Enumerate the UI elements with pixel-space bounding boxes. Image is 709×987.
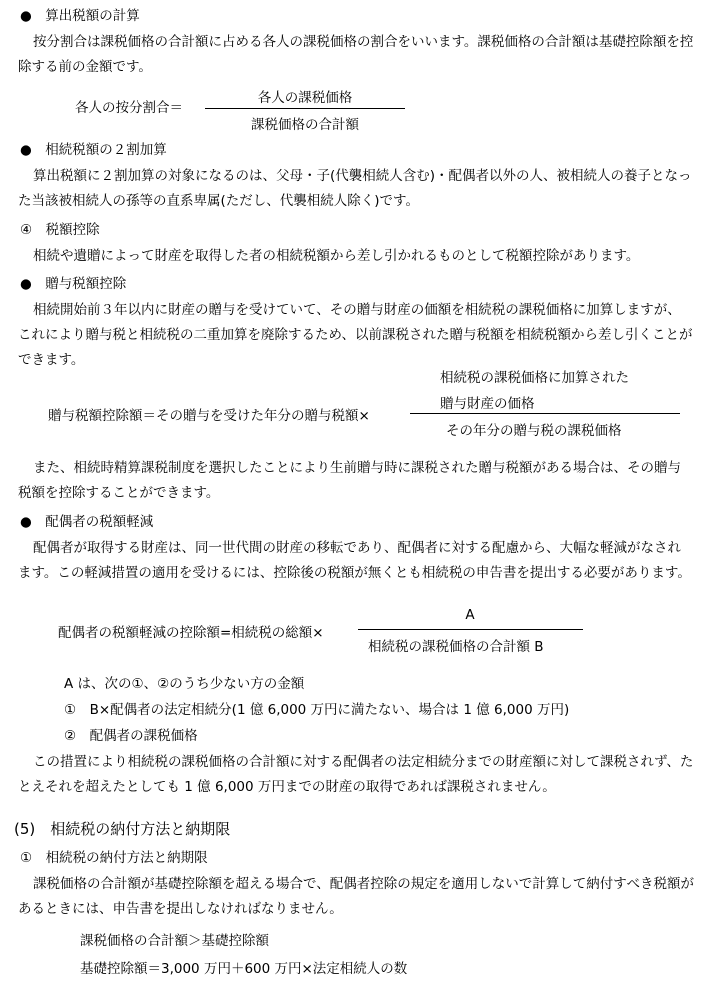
bullet-icon: ● <box>20 142 32 158</box>
heading-gift-tax-credit: ● 贈与税額控除 <box>20 276 127 292</box>
bullet-icon: ● <box>20 514 32 530</box>
circled-4-marker: ④ <box>20 222 33 238</box>
formula-numerator: 各人の課税価格 <box>257 90 353 106</box>
fraction-bar <box>410 413 680 414</box>
heading-calc-tax: ● 算出税額の計算 <box>20 8 140 24</box>
spouse-formula-denominator: 相続税の課税価格の合計額 B <box>368 639 544 655</box>
gift-formula-denominator: その年分の贈与税の課税価格 <box>446 423 622 439</box>
bullet-icon: ● <box>20 8 32 24</box>
formula-denominator: 課税価格の合計額 <box>251 117 359 133</box>
paragraph-tax-credit: 相続や遺贈によって財産を取得した者の相続税額から差し引かれるものとして税額控除があります。 <box>33 248 640 264</box>
fraction-bar <box>205 108 405 109</box>
paragraph-spouse-result: この措置により相続税の課税価格の合計額に対する配偶者の法定相続分までの財産額に対して課税されず、たとえそれを超えたとしても 1 億 6,000 万円までの財産の取得であれば課税されません。 <box>18 754 694 795</box>
gift-formula-numerator-line2: 贈与財産の価格 <box>440 396 535 412</box>
circled-1-marker: ① <box>20 850 33 866</box>
paragraph-settlement-tax: また、相続時精算課税制度を選択したことにより生前贈与時に課税された贈与税額がある場合は、その贈与税額を控除することができます。 <box>18 460 681 501</box>
list-item: ① B×配偶者の法定相続分(1 億 6,000 万円に満たない、場合は 1 億 6,000 万円) <box>64 702 570 718</box>
basic-deduction-formula: 基礎控除額＝3,000 万円＋600 万円×法定相続人の数 <box>80 961 408 977</box>
paragraph-gift-tax-credit: 相続開始前３年以内に財産の贈与を受けていて、その贈与財産の価額を相続税の課税価格に加算しますが、これにより贈与税と相続税の二重加算を廃除するため、以前課税された贈与税額を相続税額から差し引くことができます。 <box>18 302 693 368</box>
paragraph-spouse-reduction: 配偶者が取得する財産は、同一世代間の財産の移転であり、配偶者に対する配慮から、大幅な軽減がなされます。この軽減措置の適用を受けるには、控除後の税額が無くとも相続税の申告書を提出する必要があります。 <box>18 540 691 581</box>
paragraph-payment: 課税価格の合計額が基礎控除額を超える場合で、配偶者控除の規定を適用しないで計算して納付すべき税額があるときには、申告書を提出しなければなりません。 <box>18 876 694 917</box>
bullet-icon: ● <box>20 276 32 292</box>
fraction-bar <box>358 629 583 630</box>
circled-1-marker: ① <box>64 702 77 718</box>
heading-payment-method: ① 相続税の納付方法と納期限 <box>20 850 208 866</box>
gift-formula-numerator-line1: 相続税の課税価格に加算された <box>440 370 629 386</box>
heading-spouse-reduction: ● 配偶者の税額軽減 <box>20 514 154 530</box>
paragraph-calc-tax: 按分割合は課税価格の合計額に占める各人の課税価格の割合をいいます。課税価格の合計額は基礎控除額を控除する前の金額です。 <box>18 34 694 75</box>
condition-line: 課税価格の合計額＞基礎控除額 <box>80 933 269 949</box>
circled-2-marker: ② <box>64 728 77 744</box>
heading-tax-credit: ④ 税額控除 <box>20 222 100 238</box>
spouse-formula-numerator: A <box>465 607 475 623</box>
list-item: ② 配偶者の課税価格 <box>64 728 198 744</box>
formula-lhs: 各人の按分割合＝ <box>75 100 183 116</box>
heading-20pct-addition: ● 相続税額の２割加算 <box>20 142 167 158</box>
paragraph-20pct-addition: 算出税額に２割加算の対象になるのは、父母・子(代襲相続人含む)・配偶者以外の人、被相続人の養子となった当該被相続人の孫等の直系卑属(ただし、代襲相続人除く)です。 <box>18 168 692 209</box>
a-definition: A は、次の①、②のうち少ない方の金額 <box>64 676 305 692</box>
section-title-payment: (5) 相続税の納付方法と納期限 <box>14 820 231 838</box>
gift-formula-lhs: 贈与税額控除額＝その贈与を受けた年分の贈与税額× <box>48 408 370 424</box>
spouse-formula-lhs: 配偶者の税額軽減の控除額=相続税の総額× <box>58 625 324 641</box>
